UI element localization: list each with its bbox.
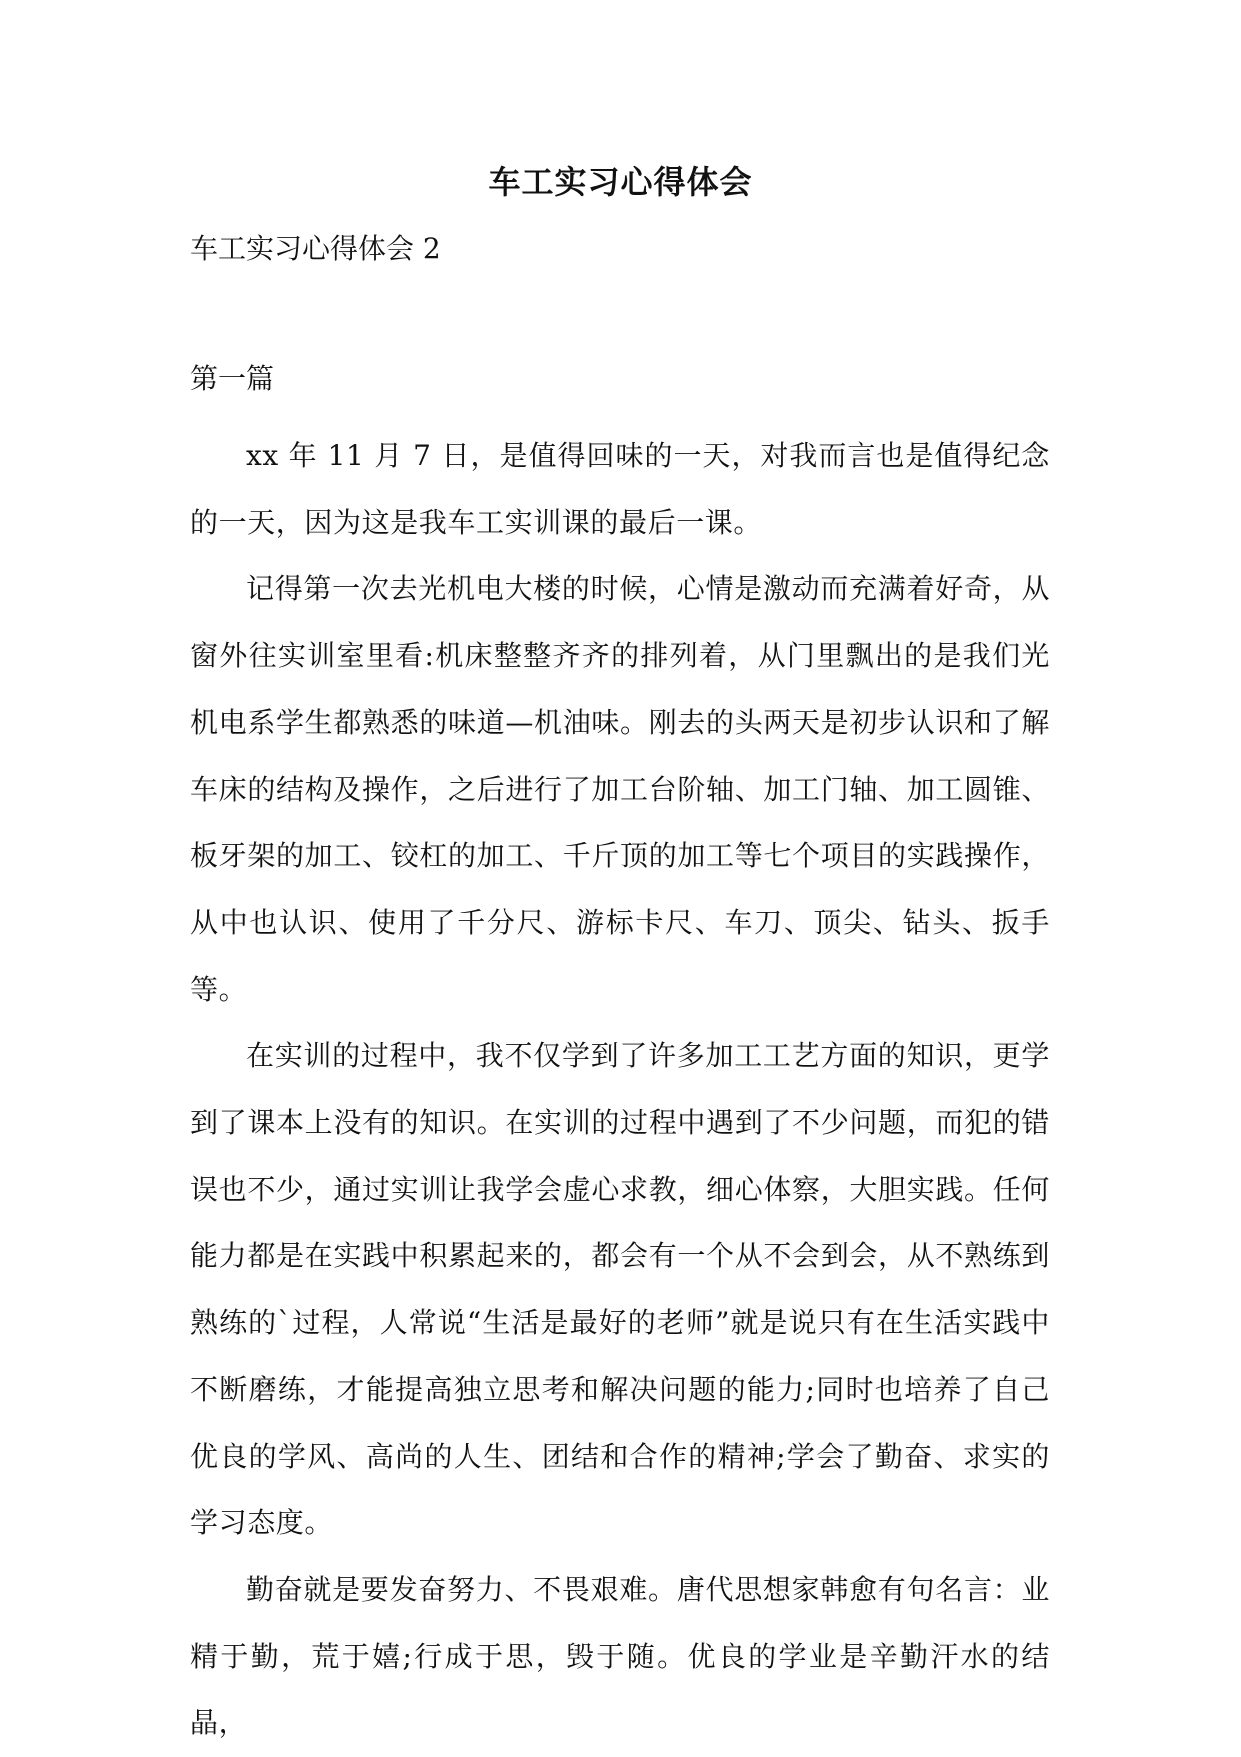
paragraph-3: 在实训的过程中，我不仅学到了许多加工工艺方面的知识，更学到了课本上没有的知识。在实训的过程中遇到了不少问题，而犯的错误也不少，通过实训让我学会虚心求教，细心体察，大胆实践。任何能力都是在实践中积累起来的，都会有一个从不会到会，从不熟练到熟练的`过程，人常说“生活是最好的老师”就是说只有在生活实践中不断磨练，才能提高独立思考和解决问题的能力;同时也培养了自己优良的学风、高尚的人生、团结和合作的精神;学会了勤奋、求实的学习态度。 xyxy=(190,1039,1050,1540)
document-title: 车工实习心得体会 xyxy=(488,163,753,201)
document-body xyxy=(190,423,1050,1757)
paragraph-1: xx 年 11 月 7 日，是值得回味的一天，对我而言也是值得纪念的一天，因为这是我车工实训课的最后一课。 xyxy=(190,439,1050,539)
section-heading: 第一篇 xyxy=(190,362,275,395)
paragraph-2: 记得第一次去光机电大楼的时候，心情是激动而充满着好奇，从窗外往实训室里看:机床整整齐齐的排列着，从门里飘出的是我们光机电系学生都熟悉的味道—机油味。刚去的头两天是初步认识和了解车床的结构及操作，之后进行了加工台阶轴、加工门轴、加工圆锥、板牙架的加工、铰杠的加工、千斤顶的加工等七个项目的实践操作，从中也认识、使用了千分尺、游标卡尺、车刀、顶尖、钻头、扳手等。 xyxy=(190,572,1050,1006)
paragraph-4: 勤奋就是要发奋努力、不畏艰难。唐代思想家韩愈有句名言：业精于勤，荒于嬉;行成于思，毁于随。优良的学业是辛勤汗水的结晶， xyxy=(190,1572,1050,1740)
document-subtitle: 车工实习心得体会 2 xyxy=(190,232,441,265)
